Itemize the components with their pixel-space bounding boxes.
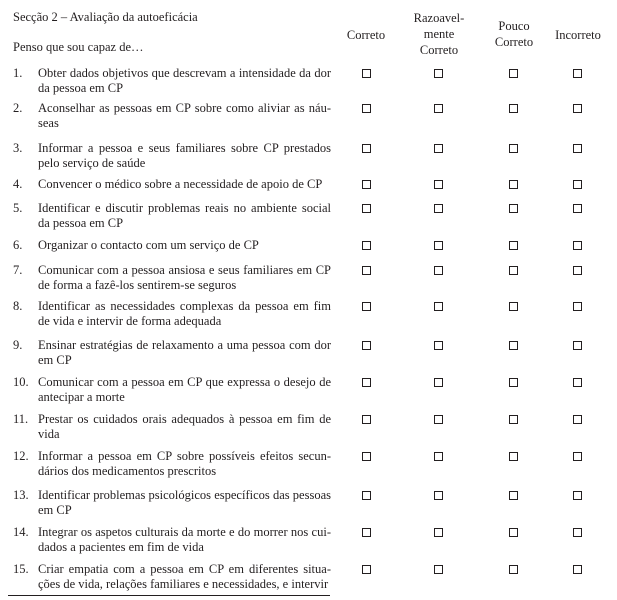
item-number: 10. bbox=[13, 375, 29, 389]
column-header-correto bbox=[336, 27, 396, 43]
table-row bbox=[0, 374, 617, 412]
item-number: 7. bbox=[13, 263, 23, 277]
checkbox-pouco-correto[interactable] bbox=[509, 266, 518, 275]
checkbox-razoavelmente-correto[interactable] bbox=[434, 491, 443, 500]
checkbox-razoavelmente-correto[interactable] bbox=[434, 204, 443, 213]
table-row bbox=[0, 200, 617, 238]
checkbox-correto[interactable] bbox=[362, 144, 371, 153]
item-number: 13. bbox=[13, 488, 29, 502]
item-number: 6. bbox=[13, 238, 23, 252]
column-header-incorreto bbox=[548, 27, 608, 43]
checkbox-incorreto[interactable] bbox=[573, 266, 582, 275]
item-text: Organizar o contacto com um serviço de CP bbox=[38, 238, 259, 252]
checkbox-razoavelmente-correto[interactable] bbox=[434, 302, 443, 311]
checkbox-correto[interactable] bbox=[362, 180, 371, 189]
bottom-rule bbox=[8, 595, 330, 596]
checkbox-pouco-correto[interactable] bbox=[509, 491, 518, 500]
checkbox-correto[interactable] bbox=[362, 378, 371, 387]
table-row bbox=[0, 262, 617, 300]
checkbox-razoavelmente-correto[interactable] bbox=[434, 104, 443, 113]
item-text: Comunicar com a pessoa em CP que expressa o desejo de antecipar a morte bbox=[38, 375, 331, 404]
checkbox-correto[interactable] bbox=[362, 266, 371, 275]
item-number: 8. bbox=[13, 299, 23, 313]
table-row bbox=[0, 65, 617, 103]
checkbox-correto[interactable] bbox=[362, 565, 371, 574]
item-text: Criar empatia com a pessoa em CP em diferentes situações de vida, relações familiares e necessidades, e intervir bbox=[38, 562, 331, 591]
checkbox-pouco-correto[interactable] bbox=[509, 341, 518, 350]
column-header-line: Pouco bbox=[498, 19, 530, 33]
checkbox-correto[interactable] bbox=[362, 302, 371, 311]
item-number: 9. bbox=[13, 338, 23, 352]
item-text: Identificar problemas psicológicos específicos das pessoas em CP bbox=[38, 488, 331, 517]
item-text: Identificar e discutir problemas reais no ambiente social da pessoa em CP bbox=[38, 201, 331, 230]
checkbox-incorreto[interactable] bbox=[573, 528, 582, 537]
item-number: 4. bbox=[13, 177, 23, 191]
item-number: 5. bbox=[13, 201, 23, 215]
table-row bbox=[0, 561, 617, 599]
checkbox-incorreto[interactable] bbox=[573, 204, 582, 213]
column-header-line: Correto bbox=[346, 28, 386, 42]
checkbox-correto[interactable] bbox=[362, 104, 371, 113]
checkbox-incorreto[interactable] bbox=[573, 565, 582, 574]
item-text: Obter dados objetivos que descrevam a intensidade da dor da pessoa em CP bbox=[38, 66, 331, 95]
checkbox-razoavelmente-correto[interactable] bbox=[434, 180, 443, 189]
checkbox-correto[interactable] bbox=[362, 452, 371, 461]
item-text: Informar a pessoa e seus familiares sobre CP prestados pelo serviço de saúde bbox=[38, 141, 331, 170]
item-text: Integrar os aspetos culturais da morte e do morrer nos cuidados a pacientes em fim de vida bbox=[38, 525, 331, 554]
checkbox-correto[interactable] bbox=[362, 69, 371, 78]
table-row bbox=[0, 411, 617, 449]
checkbox-pouco-correto[interactable] bbox=[509, 104, 518, 113]
item-text: Prestar os cuidados orais adequados à pessoa em fim de vida bbox=[38, 412, 331, 441]
checkbox-pouco-correto[interactable] bbox=[509, 302, 518, 311]
checkbox-razoavelmente-correto[interactable] bbox=[434, 144, 443, 153]
checkbox-correto[interactable] bbox=[362, 341, 371, 350]
checkbox-pouco-correto[interactable] bbox=[509, 241, 518, 250]
checkbox-razoavelmente-correto[interactable] bbox=[434, 241, 443, 250]
column-header-line: Razoavel- bbox=[413, 11, 465, 25]
checkbox-incorreto[interactable] bbox=[573, 69, 582, 78]
item-text: Comunicar com a pessoa ansiosa e seus familiares em CP de forma a fazê-los sentirem-se seguros bbox=[38, 263, 331, 292]
checkbox-incorreto[interactable] bbox=[573, 341, 582, 350]
checkbox-razoavelmente-correto[interactable] bbox=[434, 266, 443, 275]
column-header-razoavelmente-correto bbox=[404, 10, 474, 58]
item-text: Aconselhar as pessoas em CP sobre como aliviar as náuseas bbox=[38, 101, 331, 130]
item-number: 15. bbox=[13, 562, 29, 576]
checkbox-razoavelmente-correto[interactable] bbox=[434, 341, 443, 350]
table-row bbox=[0, 487, 617, 525]
column-header-line: Incorreto bbox=[555, 28, 601, 42]
table-row bbox=[0, 298, 617, 336]
table-row bbox=[0, 448, 617, 486]
item-text: Identificar as necessidades complexas da pessoa em fim de vida e intervir de forma adequada bbox=[38, 299, 331, 328]
item-text: Ensinar estratégias de relaxamento a uma pessoa com dor em CP bbox=[38, 338, 331, 367]
table-row bbox=[0, 140, 617, 178]
item-number: 11. bbox=[13, 412, 29, 426]
column-header-line: Correto bbox=[419, 43, 459, 57]
checkbox-incorreto[interactable] bbox=[573, 241, 582, 250]
column-header-pouco-correto bbox=[482, 18, 546, 50]
checkbox-correto[interactable] bbox=[362, 528, 371, 537]
item-number: 3. bbox=[13, 141, 23, 155]
checkbox-razoavelmente-correto[interactable] bbox=[434, 452, 443, 461]
item-number: 1. bbox=[13, 66, 23, 80]
checkbox-incorreto[interactable] bbox=[573, 378, 582, 387]
checkbox-pouco-correto[interactable] bbox=[509, 378, 518, 387]
checkbox-incorreto[interactable] bbox=[573, 144, 582, 153]
checkbox-pouco-correto[interactable] bbox=[509, 144, 518, 153]
checkbox-pouco-correto[interactable] bbox=[509, 180, 518, 189]
table-row bbox=[0, 524, 617, 562]
checkbox-razoavelmente-correto[interactable] bbox=[434, 415, 443, 424]
item-number: 2. bbox=[13, 101, 23, 115]
table-row bbox=[0, 100, 617, 138]
item-number: 14. bbox=[13, 525, 29, 539]
checkbox-incorreto[interactable] bbox=[573, 302, 582, 311]
subheading: Penso que sou capaz de… bbox=[13, 40, 144, 54]
checkbox-correto[interactable] bbox=[362, 491, 371, 500]
column-header-line: Correto bbox=[494, 35, 534, 49]
checkbox-razoavelmente-correto[interactable] bbox=[434, 378, 443, 387]
item-number: 12. bbox=[13, 449, 29, 463]
checkbox-pouco-correto[interactable] bbox=[509, 565, 518, 574]
checkbox-pouco-correto[interactable] bbox=[509, 69, 518, 78]
table-row bbox=[0, 337, 617, 375]
checkbox-pouco-correto[interactable] bbox=[509, 452, 518, 461]
checkbox-incorreto[interactable] bbox=[573, 180, 582, 189]
checkbox-correto[interactable] bbox=[362, 241, 371, 250]
checkbox-pouco-correto[interactable] bbox=[509, 415, 518, 424]
checkbox-razoavelmente-correto[interactable] bbox=[434, 565, 443, 574]
checkbox-correto[interactable] bbox=[362, 204, 371, 213]
checkbox-incorreto[interactable] bbox=[573, 104, 582, 113]
checkbox-razoavelmente-correto[interactable] bbox=[434, 528, 443, 537]
item-text: Convencer o médico sobre a necessidade de apoio de CP bbox=[38, 177, 323, 191]
checkbox-pouco-correto[interactable] bbox=[509, 528, 518, 537]
checkbox-pouco-correto[interactable] bbox=[509, 204, 518, 213]
section-title: Secção 2 – Avaliação da autoeficácia bbox=[13, 10, 198, 24]
item-text: Informar a pessoa em CP sobre possíveis efeitos secundários dos medicamentos prescritos bbox=[38, 449, 331, 478]
checkbox-incorreto[interactable] bbox=[573, 452, 582, 461]
checkbox-correto[interactable] bbox=[362, 415, 371, 424]
checkbox-incorreto[interactable] bbox=[573, 415, 582, 424]
column-header-line: mente bbox=[423, 27, 455, 41]
checkbox-razoavelmente-correto[interactable] bbox=[434, 69, 443, 78]
checkbox-incorreto[interactable] bbox=[573, 491, 582, 500]
